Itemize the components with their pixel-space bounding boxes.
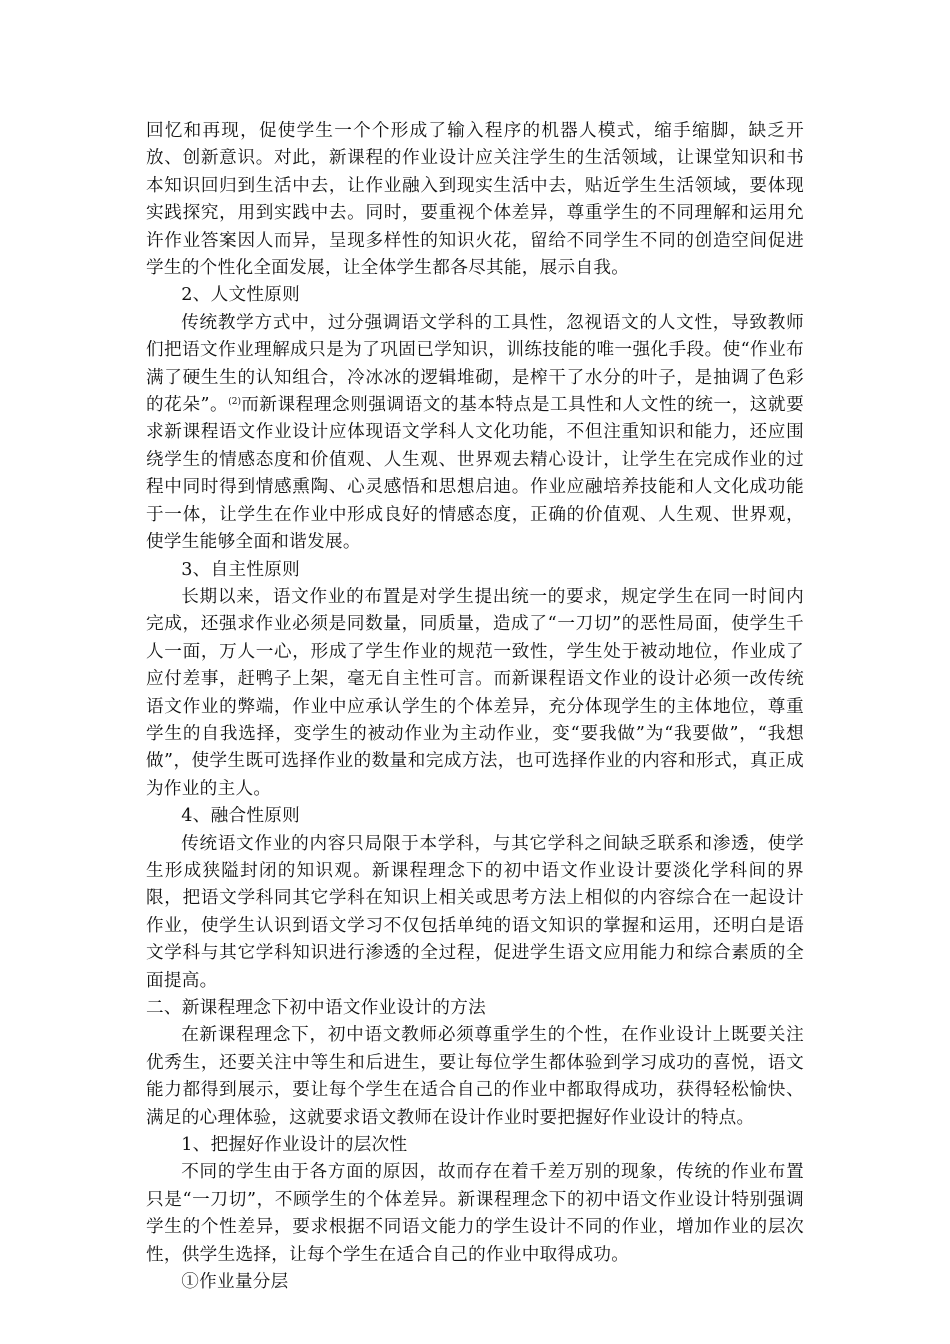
heading-quantity-layering: ①作业量分层 [181,1272,289,1293]
paragraph-methods-intro: 在新课程理念下，初中语文教师必须尊重学生的个性，在作业设计上既要关注优秀生，还要关注中等生和后进生，要让每位学生都体验到学习成功的喜悦，语文能力都得到展示，要让每个学生在适合自己的作业中都取得成功，获得轻松愉快、满足的心理体验，这就要求语文教师在设计作业时要把握好作业设计的特点。 [146,1025,804,1128]
paragraph-humanistic-part2: 而新课程理念则强调语文的基本特点是工具性和人文性的统一，这就要求新课程语文作业设计应体现语文学科人文化功能，不但注重知识和能力，还应围绕学生的情感态度和价值观、人生观、世界观去精心设计，让学生在完成作业的过程中同时得到情感熏陶、心灵感悟和思想启迪。作业应融培养技能和人文化成功能于一体，让学生在作业中形成良好的情感态度，正确的价值观、人生观、世界观，使学生能够全面和谐发展。 [146,395,804,553]
paragraph-humanistic-part1: 传统教学方式中，过分强调语文学科的工具性，忽视语文的人文性，导致教师们把语文作业理解成只是为了巩固已学知识，训练技能的唯一强化手段。使“作业布满了硬生生的认知组合，冷冰冰的逻辑堆砌，是榨干了水分的叶子，是抽调了色彩的花朵”。 [146,312,804,416]
paragraph-humanistic [146,310,804,557]
paragraph-intro-continued: 回忆和再现，促使学生一个个形成了输入程序的机器人模式，缩手缩脚，缺乏开放、创新意识。对此，新课程的作业设计应关注学生的生活领域，让课堂知识和书本知识回归到生活中去，让作业融入到现实生活中去，贴近学生生活领域，要体现实践探究，用到实践中去。同时，要重视个体差异，尊重学生的不同理解和运用允许作业答案因人而异，呈现多样性的知识火花，留给不同学生不同的创造空间促进学生的个性化全面发展，让全体学生都各尽其能，展示自我。 [146,121,804,279]
heading-humanistic-principle: 2、人文性原则 [181,285,301,306]
paragraph-integration: 传统语文作业的内容只局限于本学科，与其它学科之间缺乏联系和渗透，使学生形成狭隘封闭的知识观。新课程理念下的初中语文作业设计要淡化学科间的界限，把语文学科同其它学科在知识上相关或思考方法上相似的内容综合在一起设计作业，使学生认识到语文学习不仅包括单纯的语文知识的掌握和运用，还明白是语文学科与其它学科知识进行渗透的全过程，促进学生语文应用能力和综合素质的全面提高。 [146,833,804,991]
heading-integration-principle: 4、融合性原则 [181,806,301,827]
paragraph-layering: 不同的学生由于各方面的原因，故而存在着千差万别的现象，传统的作业布置只是“一刀切”，不顾学生的个体差异。新课程理念下的初中语文作业设计特别强调学生的个性差异，要求根据不同语文能力的学生设计不同的作业，增加作业的层次性，供学生选择，让每个学生在适合自己的作业中取得成功。 [146,1162,804,1265]
document-page [146,118,804,1296]
paragraph-autonomy: 长期以来，语文作业的布置是对学生提出统一的要求，规定学生在同一时间内完成，还强求作业必须是同数量，同质量，造成了“一刀切”的恶性局面，使学生千人一面，万人一心，形成了学生作业的规范一致性，学生处于被动地位，作业成了应付差事，赶鸭子上架，毫无自主性可言。而新课程语文作业的设计必须一改传统语文作业的弊端，作业中应承认学生的个体差异，充分体现学生的主体地位，尊重学生的自我选择，变学生的被动作业为主动作业，变“要我做”为“我要做”，“我想做”，使学生既可选择作业的数量和完成方法，也可选择作业的内容和形式，真正成为作业的主人。 [146,586,804,799]
heading-layering: 1、把握好作业设计的层次性 [181,1135,408,1156]
section-heading-methods: 二、新课程理念下初中语文作业设计的方法 [146,998,486,1018]
footnote-ref: (2) [228,397,241,408]
heading-autonomy-principle: 3、自主性原则 [181,559,301,580]
